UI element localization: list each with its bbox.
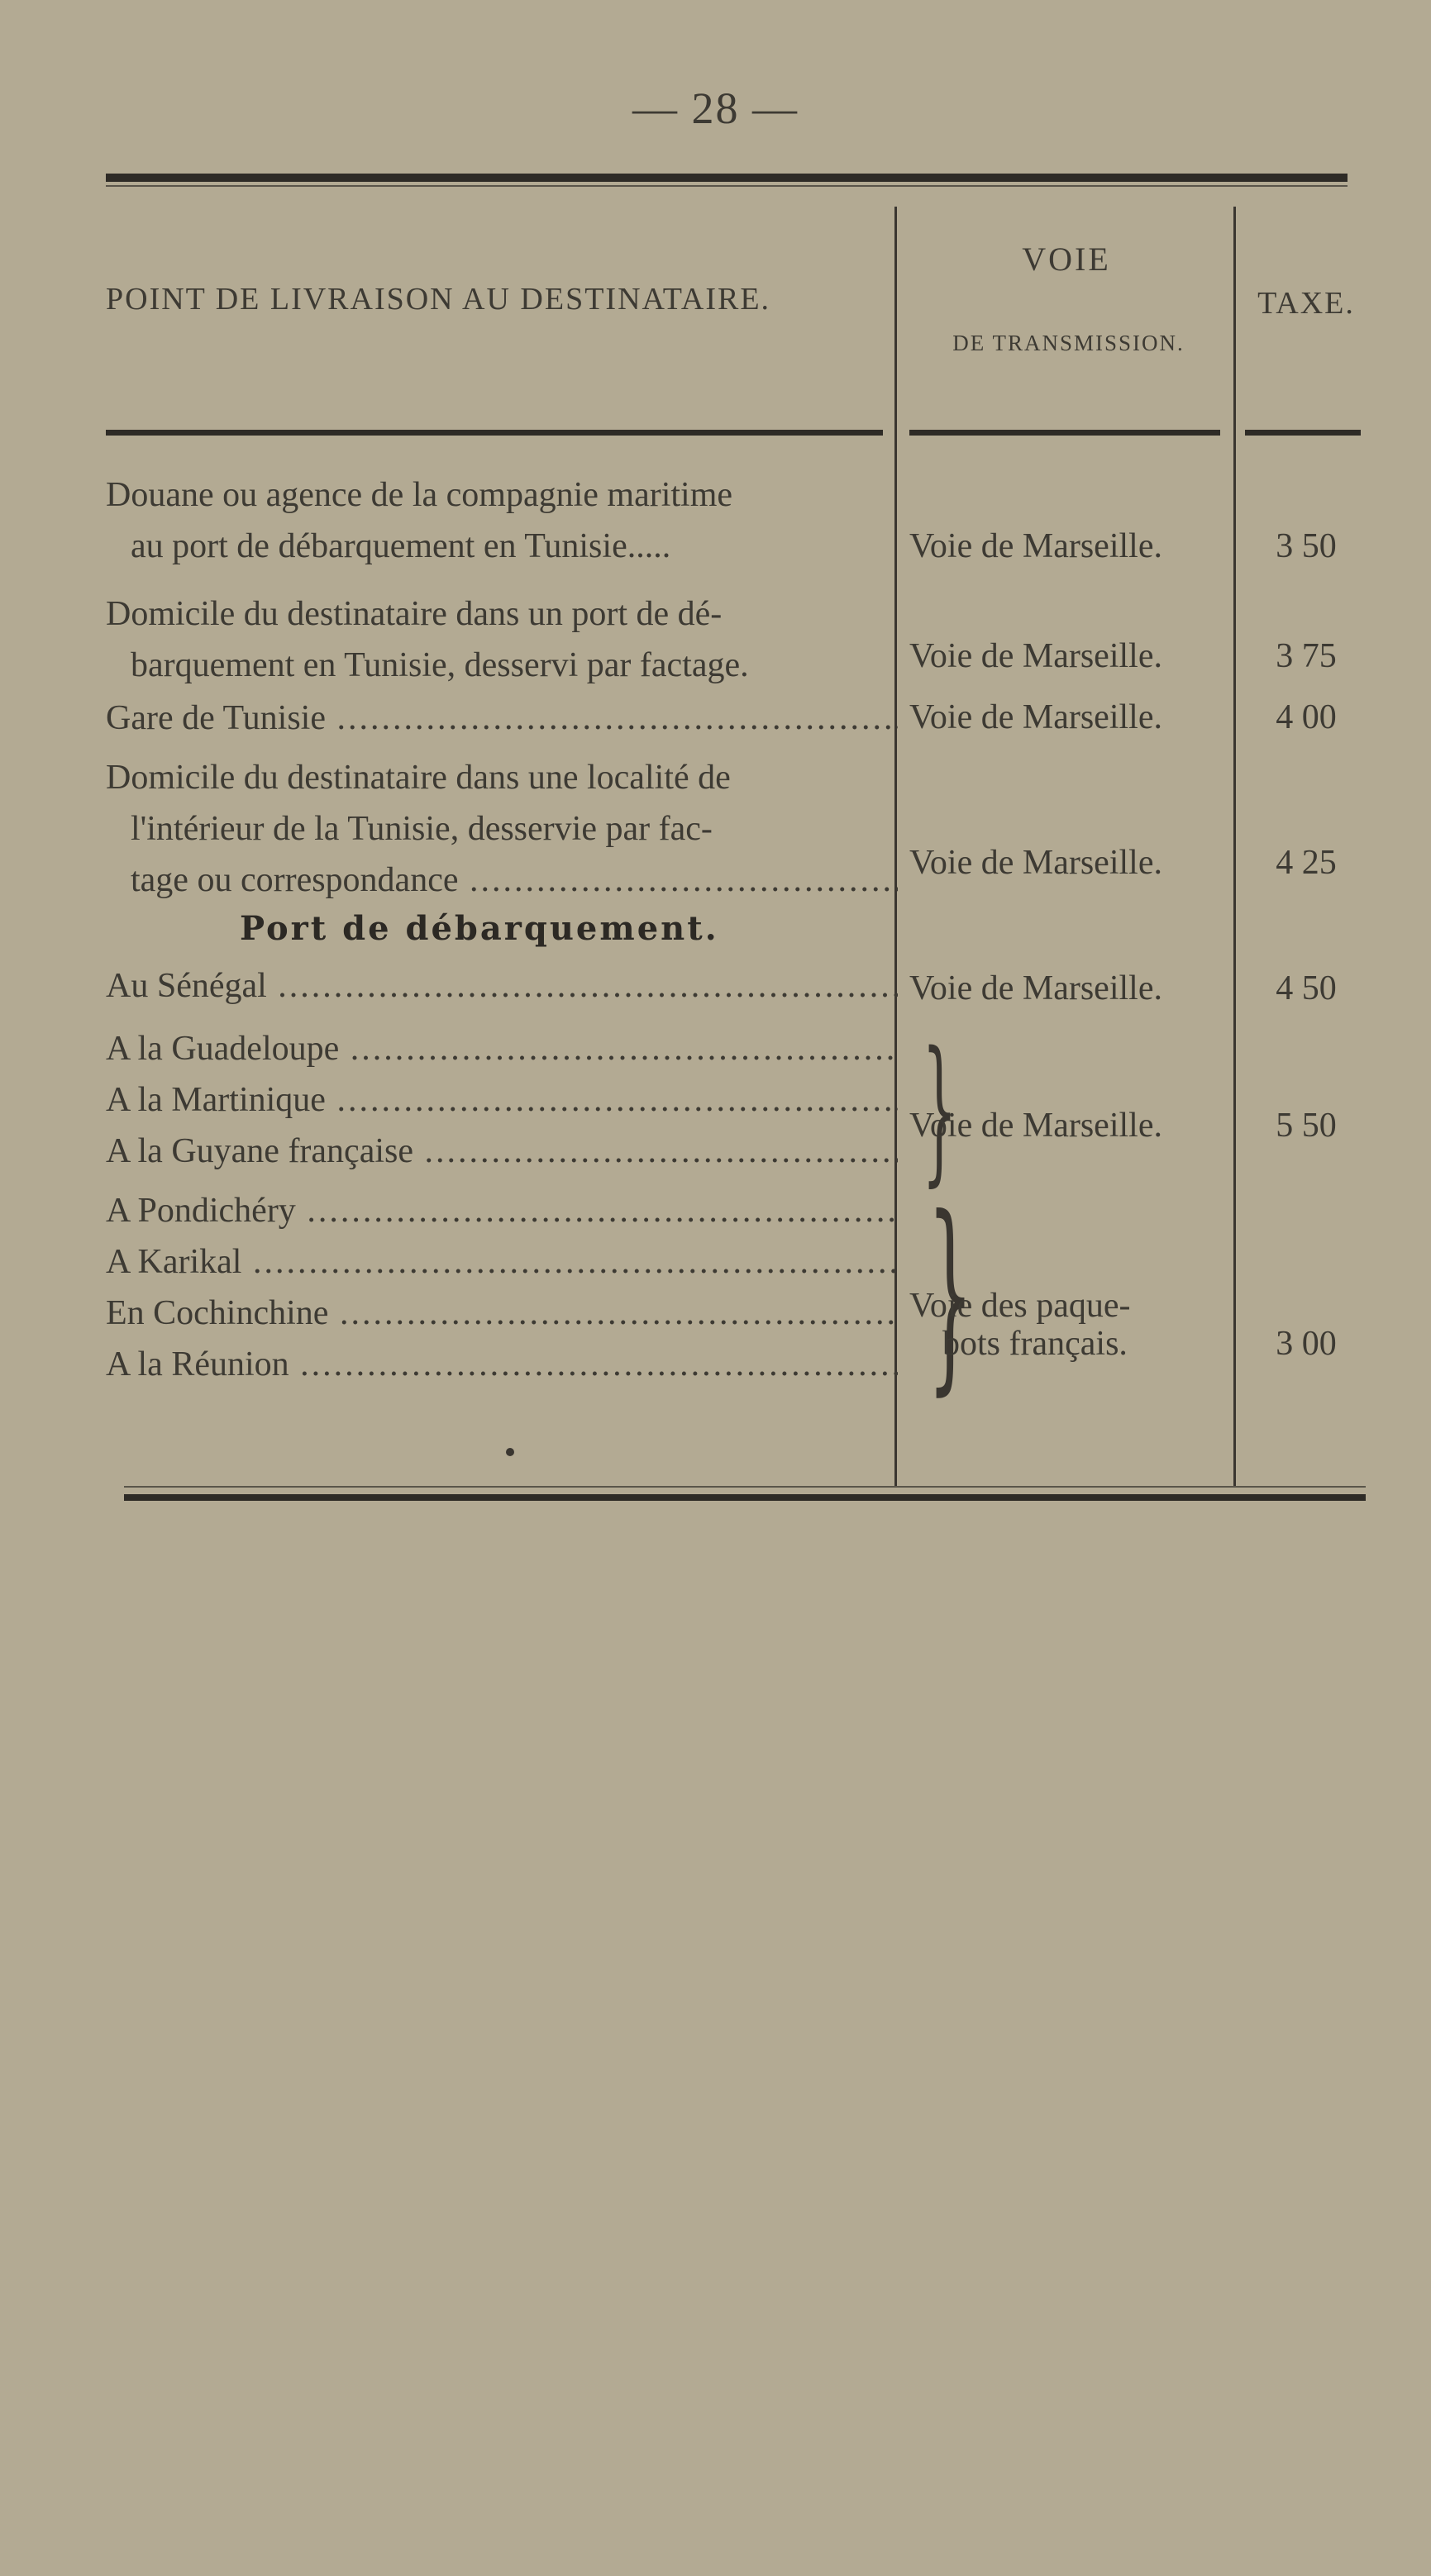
row-taxe: 3 50 bbox=[1276, 527, 1337, 565]
row-voie: Voie de Marseille. bbox=[909, 844, 1162, 882]
top-rule-thin bbox=[106, 185, 1348, 187]
header-voie-sub: DE TRANSMISSION. bbox=[952, 331, 1185, 355]
row-voie-line2: bots français. bbox=[942, 1325, 1128, 1363]
row-voie: Voie de Marseille. bbox=[909, 698, 1162, 736]
header-taxe: TAXE. bbox=[1257, 286, 1355, 321]
right-brace-icon: } bbox=[927, 1173, 974, 1413]
row-line: l'intérieur de la Tunisie, desservie par fac- bbox=[131, 810, 713, 848]
row-line: A Karikal ..... bbox=[106, 1236, 898, 1288]
row-line: En Cochinchine ..... bbox=[106, 1288, 898, 1339]
row-taxe: 3 00 bbox=[1276, 1325, 1337, 1363]
row-line: barquement en Tunisie, desservi par factage. bbox=[131, 646, 749, 684]
page-number: — 28 — bbox=[632, 83, 799, 133]
header-point: POINT DE LIVRAISON AU DESTINATAIRE. bbox=[106, 282, 771, 317]
row-voie: Voie de Marseille. bbox=[909, 1107, 1162, 1145]
row-taxe: 4 50 bbox=[1276, 969, 1337, 1007]
table-row bbox=[106, 752, 898, 906]
row-line: A Pondichéry ..... bbox=[106, 1185, 898, 1236]
row-taxe: 5 50 bbox=[1276, 1107, 1337, 1145]
header-rule-voie bbox=[909, 430, 1220, 436]
row-line: Au Sénégal ..... bbox=[106, 960, 898, 1012]
table-row bbox=[106, 1185, 898, 1390]
table-row bbox=[106, 588, 898, 691]
row-taxe: 4 00 bbox=[1276, 698, 1337, 736]
row-line: Douane ou agence de la compagnie maritime bbox=[106, 476, 733, 514]
row-line: Domicile du destinataire dans une localité de bbox=[106, 759, 731, 797]
row-line: tage ou correspondance ..... bbox=[106, 855, 898, 906]
section-title: Port de débarquement. bbox=[240, 909, 719, 948]
table-row bbox=[106, 693, 898, 744]
table-row bbox=[106, 960, 898, 1012]
row-line: A la Martinique ..... bbox=[106, 1074, 898, 1126]
header-rule-taxe bbox=[1245, 430, 1361, 436]
right-brace-icon: } bbox=[922, 1018, 957, 1201]
row-line: A la Réunion ..... bbox=[106, 1339, 898, 1390]
row-line: A la Guadeloupe ..... bbox=[106, 1023, 898, 1074]
table-row bbox=[106, 1023, 898, 1177]
row-taxe: 4 25 bbox=[1276, 844, 1337, 882]
row-voie-line1: Voie des paque- bbox=[909, 1287, 1131, 1325]
row-voie: Voie de Marseille. bbox=[909, 969, 1162, 1007]
bottom-rule bbox=[124, 1494, 1366, 1501]
row-line: Gare de Tunisie ..... bbox=[106, 693, 898, 744]
header-rule-point bbox=[106, 430, 883, 436]
row-taxe: 3 75 bbox=[1276, 637, 1337, 675]
row-line: au port de débarquement en Tunisie..... bbox=[131, 527, 671, 565]
bottom-rule-thin bbox=[124, 1486, 1366, 1488]
row-line: Domicile du destinataire dans un port de dé- bbox=[106, 595, 723, 633]
top-rule bbox=[106, 174, 1348, 182]
row-voie: Voie de Marseille. bbox=[909, 637, 1162, 675]
row-line: A la Guyane française ..... bbox=[106, 1126, 898, 1177]
ink-dot bbox=[506, 1448, 514, 1456]
row-voie: Voie de Marseille. bbox=[909, 527, 1162, 565]
header-voie: VOIE bbox=[1022, 240, 1111, 278]
table-row bbox=[106, 469, 898, 572]
